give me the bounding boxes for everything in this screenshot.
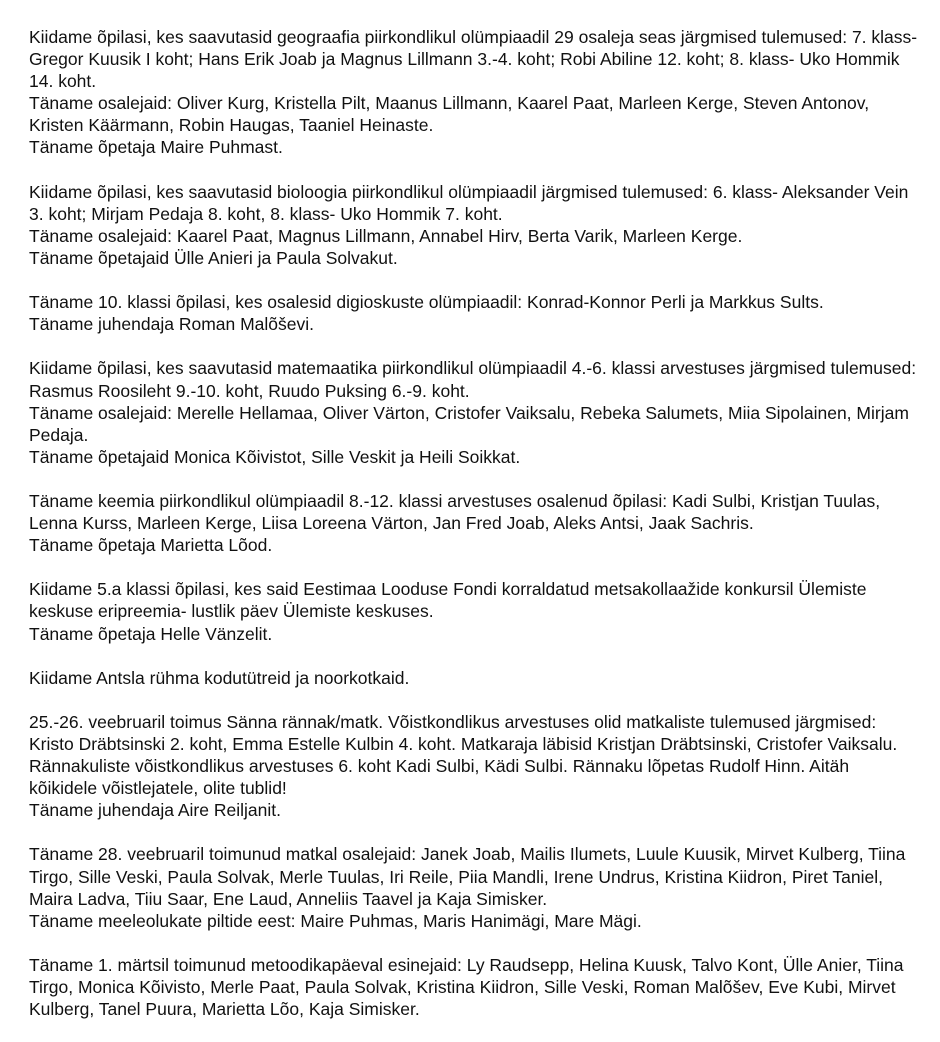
paragraph-forest-collage-contest [29, 578, 919, 644]
text-line: Täname juhendaja Aire Reiljanit. [29, 800, 281, 821]
text-line: Täname 28. veebruaril toimunud matkal osalejaid: Janek Joab, Mailis Ilumets, Luule Kuusik, Mirvet Kulberg, Tiina Tirgo, Sille Veski, Paula Solvak, Merle Tuulas, Iri Reile, Piia Mandli, Irene Undrus, Kristina Kiidron, Piret Taniel, Maira Ladva, Tiiu Saar, Ene Laud, Anneliis Taavel ja Kaja Simisker. [29, 844, 910, 909]
paragraph-chemistry-olympiad [29, 490, 919, 556]
paragraph-antsla-group [29, 667, 919, 689]
text-line: Täname 1. märtsil toimunud metoodikapäeval esinejaid: Ly Raudsepp, Helina Kuusk, Talvo Kont, Ülle Anier, Tiina Tirgo, Monica Kõivisto, Merle Paat, Paula Solvak, Kristina Kiidron, Sille Veski, Roman Malõšev, Eve Kubi, Mirvet Kulberg, Tanel Puura, Marietta Lõo, Kaja Simisker. [29, 954, 909, 1020]
text-line: Täname meeleolukate piltide eest: Maire Puhmas, Maris Hanimägi, Mare Mägi. [29, 910, 642, 931]
text-line: Täname juhendaja Roman Malõševi. [29, 314, 315, 335]
text-line: Täname osalejaid: Oliver Kurg, Kristella Pilt, Maanus Lillmann, Kaarel Paat, Marleen Kerge, Steven Antonov, Kristen Käärmann, Robin Haugas, Taaniel Heinaste. [29, 93, 874, 136]
text-line: Täname osalejaid: Kaarel Paat, Magnus Lillmann, Annabel Hirv, Berta Varik, Marleen Kerge. [29, 225, 743, 246]
text-line: Täname õpetaja Marietta Lõod. [29, 535, 273, 556]
paragraph-digital-skills-olympiad [29, 291, 919, 335]
paragraph-methodology-day [29, 954, 919, 1020]
text-line: Täname õpetajaid Monica Kõivistot, Sille Veskit ja Heili Soikkat. [29, 446, 521, 467]
paragraph-sanna-hike [29, 711, 919, 821]
text-line: Kiidame 5.a klassi õpilasi, kes said Eestimaa Looduse Fondi korraldatud metsakollaažide konkursil Ülemiste keskuse eripreemia- lustlik päev Ülemiste keskuses. [29, 579, 872, 622]
text-line: Täname 10. klassi õpilasi, kes osalesid digioskuste olümpiaadil: Konrad-Konnor Perli ja Markkus Sults. [29, 292, 824, 313]
text-line: Täname õpetaja Maire Puhmast. [29, 137, 283, 158]
text-line: Täname õpetaja Helle Vänzelit. [29, 623, 273, 644]
text-line: Kiidame õpilasi, kes saavutasid geograafia piirkondlikul olümpiaadil 29 osaleja seas järgmised tulemused: 7. klass- Gregor Kuusik I koht; Hans Erik Joab ja Magnus Lillmann 3.-4. koht; Robi Abiline 12. koht; 8. klass- Uko Hommik 14. koht. [29, 27, 922, 92]
text-line: Täname keemia piirkondlikul olümpiaadil 8.-12. klassi arvestuses osalenud õpilasi: Kadi Sulbi, Kristjan Tuulas, Lenna Kurss, Marleen Kerge, Liisa Loreena Värton, Jan Fred Joab, Aleks Antsi, Jaak Sachris. [29, 490, 886, 534]
text-line: Täname osalejaid: Merelle Hellamaa, Oliver Värton, Cristofer Vaiksalu, Rebeka Salumets, Miia Sipolainen, Mirjam Pedaja. [29, 402, 914, 445]
paragraph-february-hike [29, 843, 919, 931]
paragraph-math-olympiad [29, 357, 919, 467]
text-line: 25.-26. veebruaril toimus Sänna rännak/matk. Võistkondlikus arvestuses olid matkaliste tulemused järgmised: Kristo Dräbtsinski 2. koht, Emma Estelle Kulbin 4. koht. Matkaraja läbisid Kristjan Dräbtsinski, Cristofer Vaiksalu. Rännakuliste võistkondlikus arvestuses 6. koht Kadi Sulbi, Kädi Sulbi. Rännaku lõpetas Rudolf Hinn. Aitäh kõikidele võistlejatele, olite tublid! [29, 711, 903, 799]
text-line: Täname õpetajaid Ülle Anieri ja Paula Solvakut. [29, 247, 398, 268]
paragraph-biology-olympiad [29, 181, 919, 269]
document-body [29, 26, 922, 1042]
paragraph-geography-olympiad [29, 26, 922, 159]
text-line: Kiidame õpilasi, kes saavutasid bioloogia piirkondlikul olümpiaadil järgmised tulemused: 6. klass- Aleksander Vein 3. koht; Mirjam Pedaja 8. koht, 8. klass- Uko Hommik 7. koht. [29, 181, 914, 224]
text-line: Kiidame õpilasi, kes saavutasid matemaatika piirkondlikul olümpiaadil 4.-6. klassi arvestuses järgmised tulemused: Rasmus Roosileht 9.-10. koht, Ruudo Puksing 6.-9. koht. [29, 358, 921, 401]
text-line: Kiidame Antsla rühma kodutütreid ja noorkotkaid. [29, 667, 410, 688]
